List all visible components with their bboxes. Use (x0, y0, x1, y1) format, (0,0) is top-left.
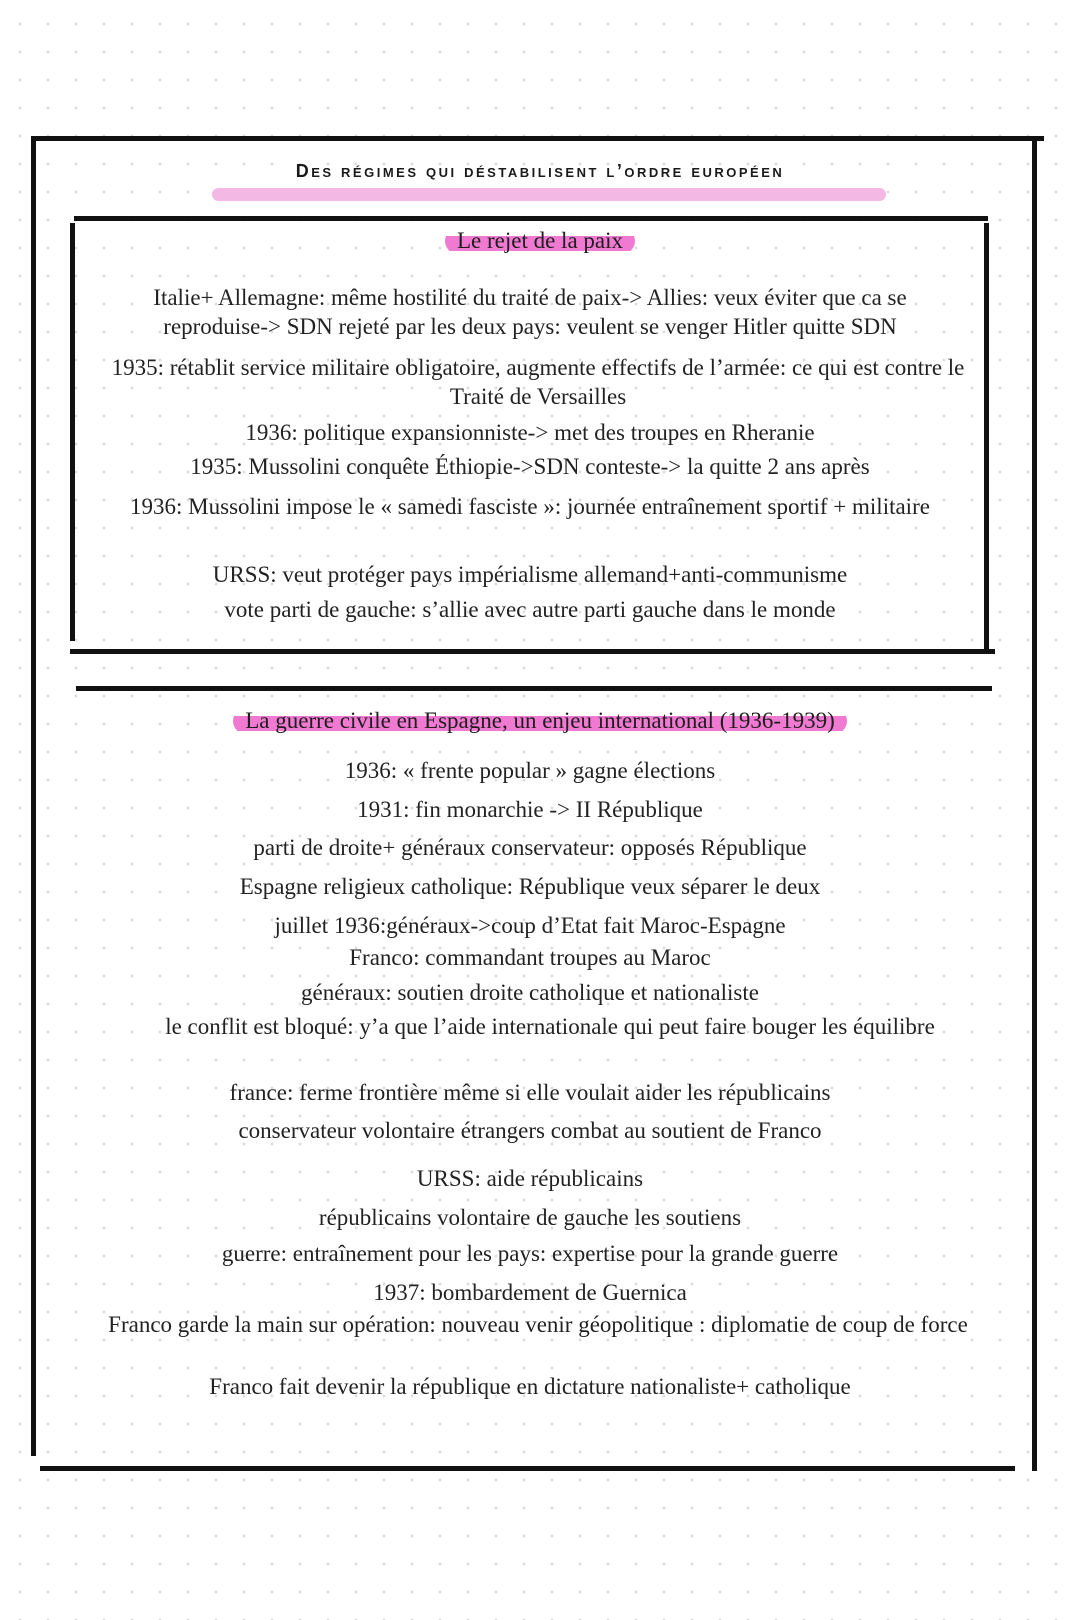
section1-heading (0, 228, 1080, 254)
section2-paragraph-6: Franco: commandant troupes au Maroc (349, 945, 711, 970)
section2-paragraph-2: 1931: fin monarchie -> II République (357, 797, 703, 822)
section1-box-top (74, 216, 988, 221)
section1-box-left (70, 223, 75, 641)
outer-frame-top (32, 136, 1044, 141)
section1-heading-text: Le rejet de la paix (445, 228, 635, 254)
section2-paragraph-4: Espagne religieux catholique: République veux séparer le deux (239, 874, 821, 899)
title-highlight (212, 188, 886, 201)
section2-paragraph-11: URSS: aide républicains (416, 1166, 644, 1191)
section1-paragraph-1: Italie+ Allemagne: même hostilité du traité de paix-> Allies: veux éviter que ca se reproduise-> SDN rejeté par les deux pays: veulent se venger Hitler quitte SDN (153, 285, 907, 339)
section1-box-right (984, 223, 989, 651)
section2-top-rule (76, 686, 992, 691)
section1-paragraph-4: 1935: Mussolini conquête Éthiopie->SDN conteste-> la quitte 2 ans après (190, 454, 870, 479)
section2-heading-text: La guerre civile en Espagne, un enjeu international (1936-1939) (233, 708, 846, 734)
section1-paragraph-5: 1936: Mussolini impose le « samedi fasciste »: journée entraînement sportif + militaire (130, 494, 930, 519)
section2-paragraph-3: parti de droite+ généraux conservateur: opposés République (253, 835, 807, 860)
section2-paragraph-14: 1937: bombardement de Guernica (373, 1280, 687, 1305)
outer-frame-left (31, 136, 36, 1456)
section2-paragraph-16: Franco fait devenir la république en dictature nationaliste+ catholique (209, 1374, 851, 1399)
section2-paragraph-1: 1936: « frente popular » gagne élections (344, 758, 716, 783)
section1-paragraph-6: URSS: veut protéger pays impérialisme allemand+anti-communisme (212, 562, 848, 587)
section2-paragraph-9: france: ferme frontière même si elle voulait aider les républicains (229, 1080, 831, 1105)
page-title: Des régimes qui déstabilisent l’ordre européen (295, 161, 785, 181)
section1-paragraph-2: 1935: rétablit service militaire obligatoire, augmente effectifs de l’armée: ce qui est contre le Traité de Versailles (111, 355, 965, 409)
section1-paragraph-7: vote parti de gauche: s’allie avec autre parti gauche dans le monde (224, 597, 836, 622)
outer-frame-right (1032, 141, 1037, 1471)
section1-box-bottom (70, 649, 995, 654)
section2-paragraph-5: juillet 1936:généraux->coup d’Etat fait Maroc-Espagne (274, 913, 786, 938)
section2-heading (0, 708, 1080, 734)
section2-paragraph-15: Franco garde la main sur opération: nouveau venir géopolitique : diplomatie de coup de force (108, 1312, 968, 1337)
section2-paragraph-12: républicains volontaire de gauche les soutiens (318, 1205, 742, 1230)
outer-frame-bottom (40, 1466, 1015, 1471)
section2-paragraph-8: le conflit est bloqué: y’a que l’aide internationale qui peut faire bouger les équilibre (165, 1014, 935, 1039)
section2-paragraph-13: guerre: entraînement pour les pays: expertise pour la grande guerre (221, 1241, 839, 1266)
section2-paragraph-10: conservateur volontaire étrangers combat au soutient de Franco (238, 1118, 822, 1143)
section1-paragraph-3: 1936: politique expansionniste-> met des troupes en Rheranie (245, 420, 815, 445)
section2-paragraph-7: généraux: soutien droite catholique et nationaliste (301, 980, 759, 1005)
